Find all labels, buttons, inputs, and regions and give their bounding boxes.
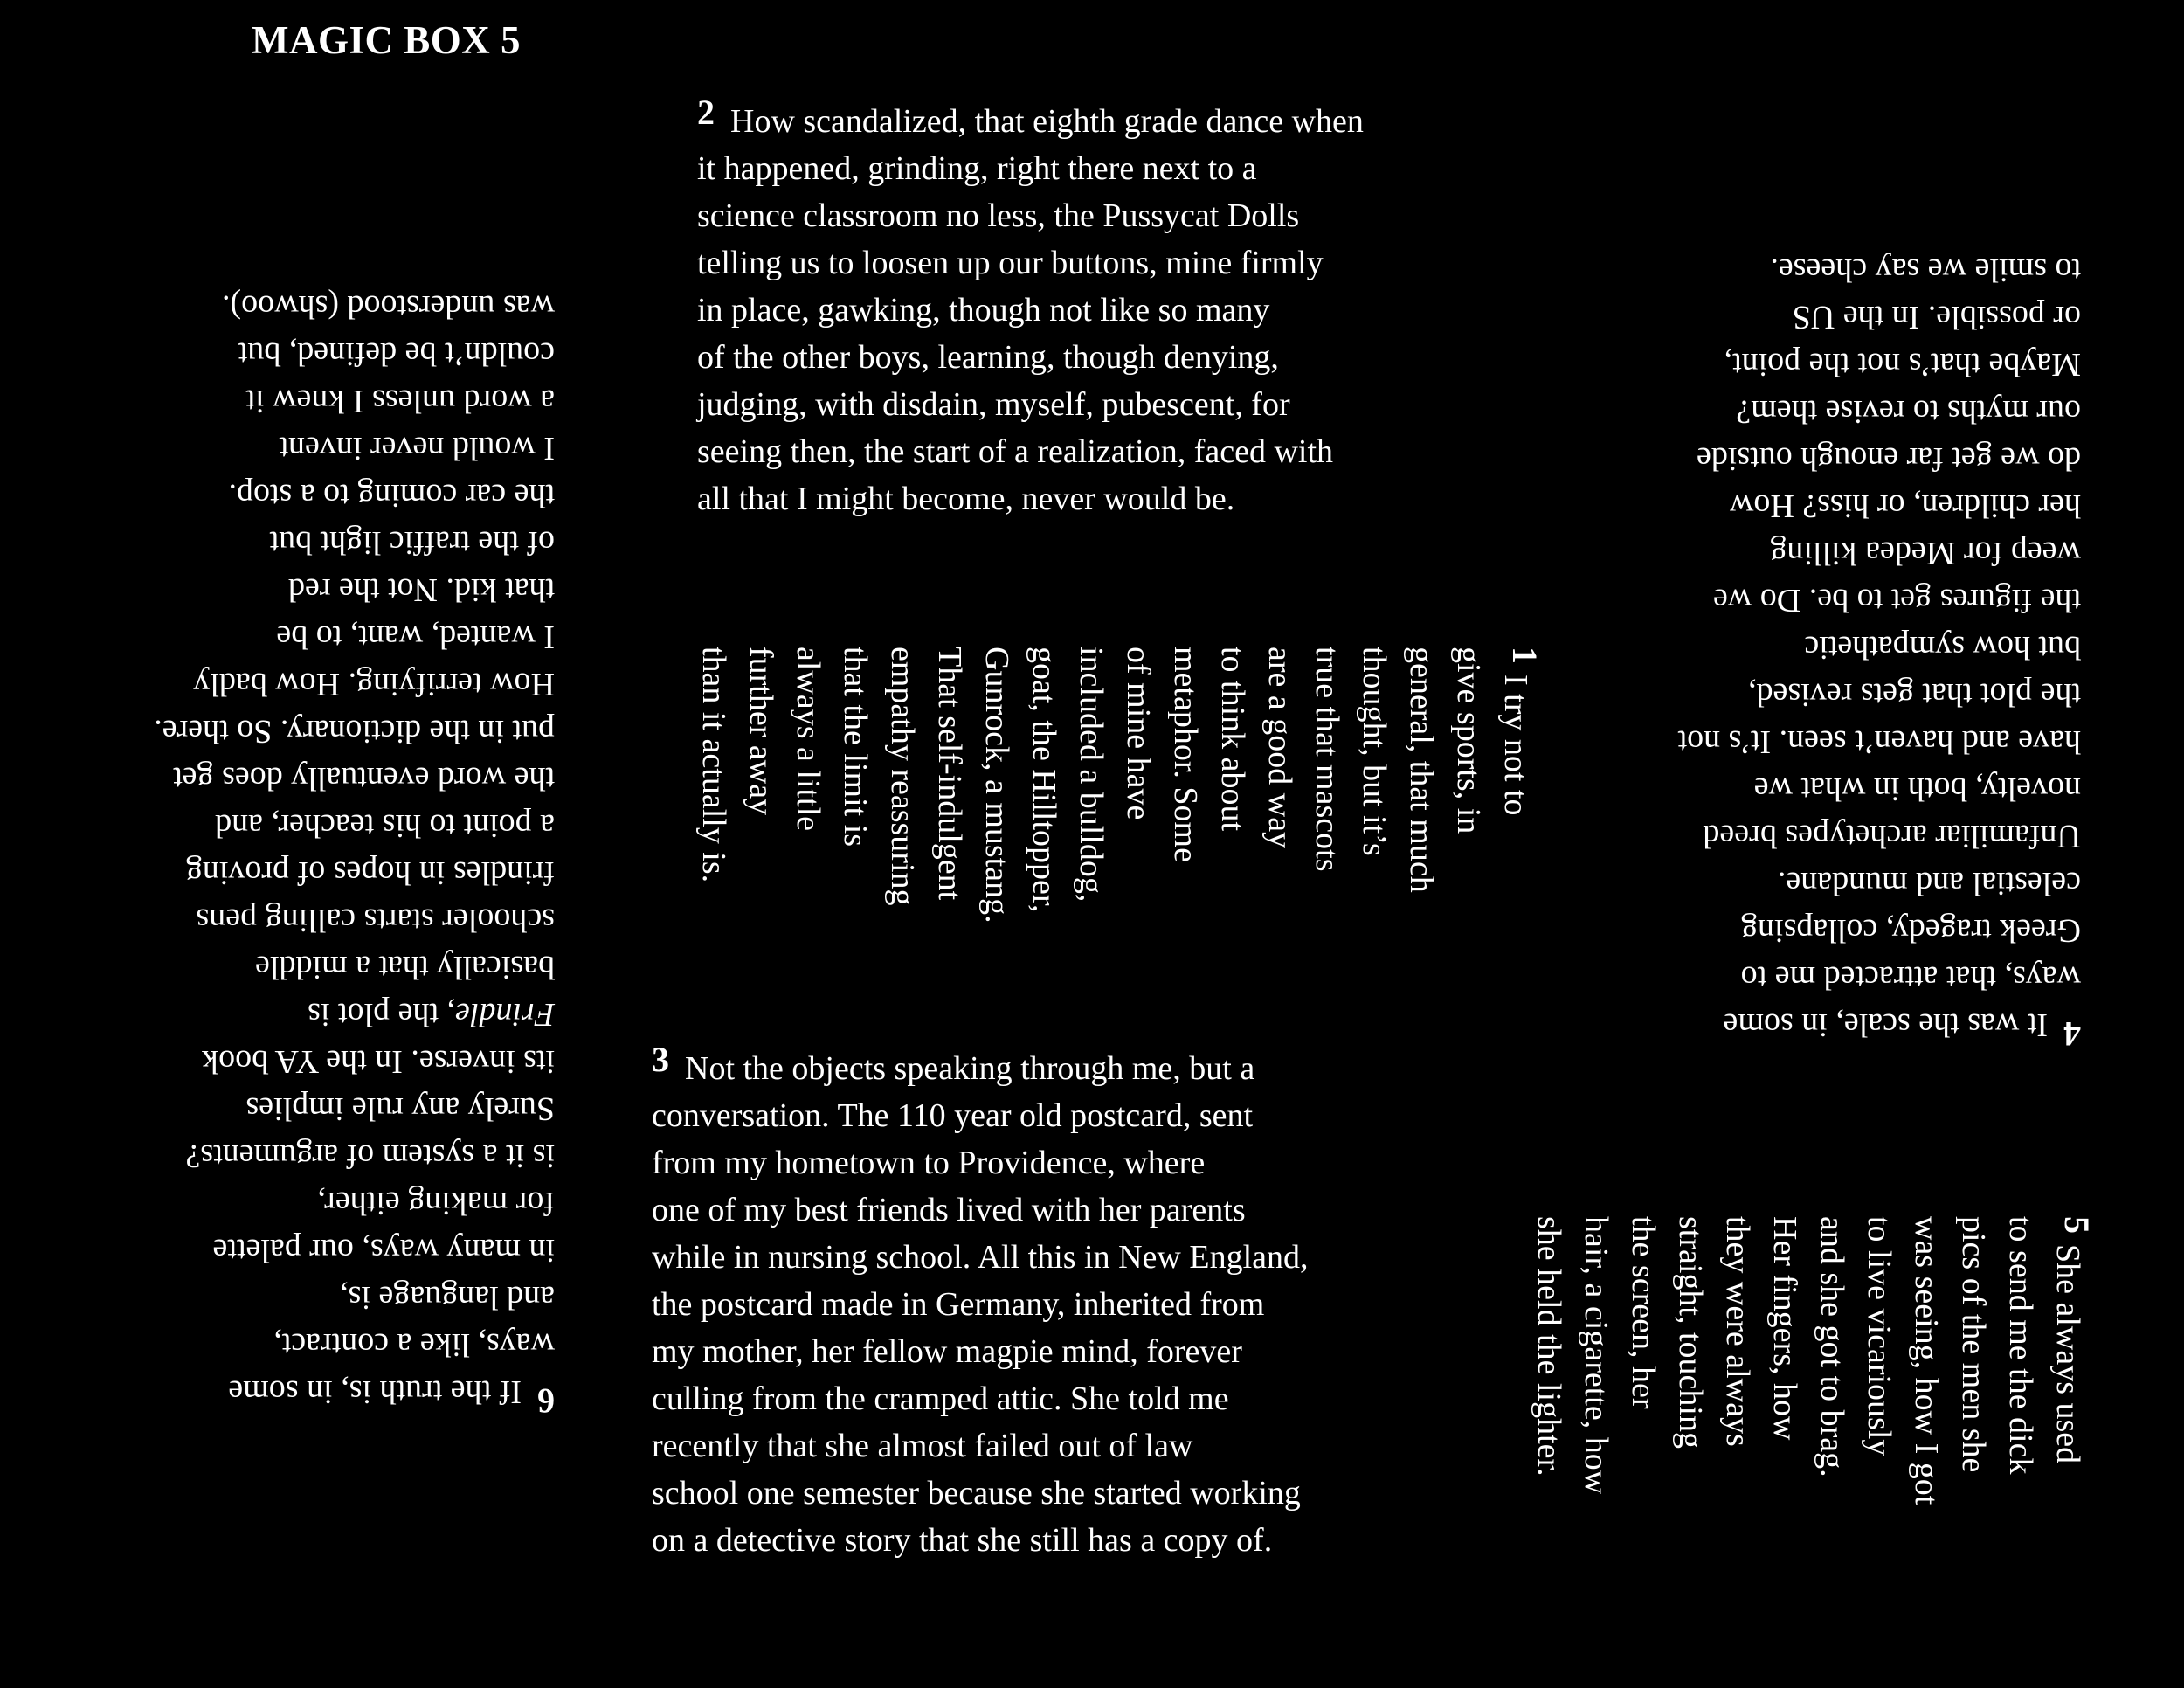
text-line: are a good way (1261, 647, 1298, 849)
text-line: its inverse. In the YA book (202, 1043, 555, 1080)
text-line: was seeing, how I got (1908, 1216, 1945, 1505)
text-line: in place, gawking, though not like so many (697, 292, 1270, 329)
text-line: one of my best friends lived with her parents (652, 1192, 1246, 1228)
text-line: How scandalized, that eighth grade dance when (730, 103, 1364, 140)
text-line: a word unless I knew it (245, 383, 555, 419)
text-line: all that I might become, never would be. (697, 481, 1235, 517)
text-line: further away (743, 647, 779, 816)
text-line: Greek tragedy, collapsing (1741, 912, 2081, 949)
text-fragment: the plot is (308, 996, 439, 1033)
text-line: was understood (shwoo). (221, 288, 555, 325)
text-line: seeing then, the start of a realization, faced with (697, 433, 1334, 470)
text-line: thought, but it’s (1356, 647, 1393, 856)
text-line: give sports, in (1450, 647, 1487, 834)
section-number: 3 (652, 1040, 669, 1079)
text-line: while in nursing school. All this in New England, (652, 1239, 1309, 1276)
text-line: and she got to brag. (1814, 1216, 1850, 1477)
text-line: It was the scale, in some (1723, 1007, 2048, 1043)
text-line: have and haven’t seen. It’s not (1677, 723, 2081, 760)
text-line: in many ways, our palette (212, 1232, 555, 1269)
text-line: hair, a cigarette, how (1578, 1216, 1614, 1495)
text-line: our myths to revise them? (1736, 393, 2081, 430)
text-line: celestial and mundane. (1777, 865, 2081, 902)
text-line: is it a system of arguments? (185, 1138, 555, 1174)
text-line: true that mascots (1309, 647, 1345, 872)
text-line: judging, with disdain, myself, pubescent, for (697, 386, 1290, 423)
text-line: novelty, both in what we (1753, 771, 2081, 807)
section-6 (154, 283, 555, 1421)
text-line: Gunrock, a mustang. (978, 647, 1015, 924)
text-line: telling us to loosen up our buttons, mine firmly (697, 245, 1324, 281)
text-line: the car coming to a stop. (228, 477, 555, 514)
section-5 (1525, 1216, 2097, 1505)
text-line: frindles in hopes of proving (185, 854, 555, 891)
text-line: a point to his teacher, and (215, 807, 555, 844)
text-line: to live vicariously (1861, 1216, 1897, 1456)
text-line: of the traffic light but (269, 524, 555, 561)
text-line: the word eventually does get (173, 760, 555, 797)
text-line: it happened, grinding, right there next to a (697, 150, 1257, 187)
text-line: of the other boys, learning, though denying, (697, 339, 1279, 376)
text-line: that the limit is (837, 647, 874, 847)
text-line: ways, that attracted me to (1740, 959, 2081, 996)
text-line: my mother, her fellow magpie mind, forever (652, 1333, 1242, 1370)
text-line: ways, like a contract, (273, 1326, 555, 1363)
text-line: from my hometown to Providence, where (652, 1145, 1206, 1181)
text-line: recently that she almost failed out of law (652, 1428, 1193, 1464)
text-line: straight, touching (1672, 1216, 1709, 1449)
text-line: they were always (1719, 1216, 1756, 1447)
section-2 (697, 93, 1364, 522)
text-line: for making either, (317, 1185, 555, 1221)
text-line: Her fingers, how (1766, 1216, 1803, 1441)
text-line: the screen, her (1625, 1216, 1662, 1409)
text-line: weep for Medea killing (1770, 535, 2081, 571)
text-line: the postcard made in Germany, inherited from (652, 1286, 1265, 1323)
section-number: 1 (1505, 647, 1545, 664)
section-number: 2 (697, 93, 715, 132)
text-line: put in the dictionary. So there. (154, 713, 555, 750)
text-line: couldn’t be defined, but (238, 336, 555, 372)
text-line: or possible. In the US (1792, 299, 2081, 336)
text-line: of mine have (1120, 647, 1157, 820)
text-line: that kid. Not the red (288, 571, 555, 608)
text-line: Surely any rule implies (245, 1090, 555, 1127)
text-line: conversation. The 110 year old postcard, sent (652, 1097, 1254, 1134)
text-line: I would never invent (279, 430, 555, 467)
text-line: science classroom no less, the Pussycat Dolls (697, 197, 1300, 234)
section-3 (652, 1040, 1309, 1564)
text-line: Unfamiliar archetypes breed (1703, 818, 2081, 854)
text-line-with-title (154, 991, 555, 1038)
text-line: pics of the men she (1955, 1216, 1992, 1473)
text-line: Maybe that’s not the point, (1724, 346, 2081, 383)
text-line: culling from the cramped attic. She told me (652, 1380, 1229, 1417)
page-title: MAGIC BOX 5 (252, 18, 521, 62)
text-line: the plot that gets revised, (1748, 676, 2081, 713)
text-line: empathy reassuring (884, 647, 921, 906)
text-line: to smile we say cheese. (1770, 252, 2081, 288)
text-line: goat, the Hilltopper, (1026, 647, 1062, 913)
text-line: school one semester because she started working (652, 1475, 1301, 1512)
text-line: Not the objects speaking through me, but a (685, 1050, 1255, 1087)
text-line: general, that much (1403, 647, 1440, 893)
text-line: included a bulldog, (1073, 647, 1109, 903)
text-line: How terrifying. How badly (193, 666, 555, 702)
text-line: schooler starts calling pens (196, 902, 555, 938)
text-line: basically that a middle (255, 949, 555, 986)
text-line: on a detective story that she still has a copy of. (652, 1522, 1273, 1559)
text-line: but how sympathetic (1804, 629, 2081, 666)
text-line: If the truth is, in some (228, 1373, 522, 1410)
text-line: I wanted, want, to be (276, 619, 555, 655)
text-line: I try not to (1497, 675, 1534, 816)
text-line: the figures get to be. Do we (1712, 582, 2081, 619)
section-1 (690, 647, 1545, 924)
text-line: always a little (790, 647, 826, 832)
text-line: than it actually is. (695, 647, 732, 883)
text-line: do we get far enough outside (1696, 440, 2081, 477)
text-line: That self-indulgent (931, 647, 968, 901)
section-4 (1677, 246, 2082, 1054)
book-title: Frindle, (446, 996, 555, 1033)
section-number: 4 (2063, 1014, 2081, 1054)
text-line: and language is, (340, 1279, 555, 1316)
text-line: to think about (1214, 647, 1251, 832)
text-line: She always used (2049, 1244, 2086, 1464)
text-line: to send me the dick (2002, 1216, 2039, 1475)
text-line: her children, or hiss? How (1729, 488, 2081, 524)
section-number: 6 (537, 1381, 555, 1421)
text-line: she held the lighter. (1531, 1216, 1567, 1477)
text-line: metaphor. Some (1167, 647, 1204, 862)
section-number: 5 (2057, 1216, 2097, 1234)
